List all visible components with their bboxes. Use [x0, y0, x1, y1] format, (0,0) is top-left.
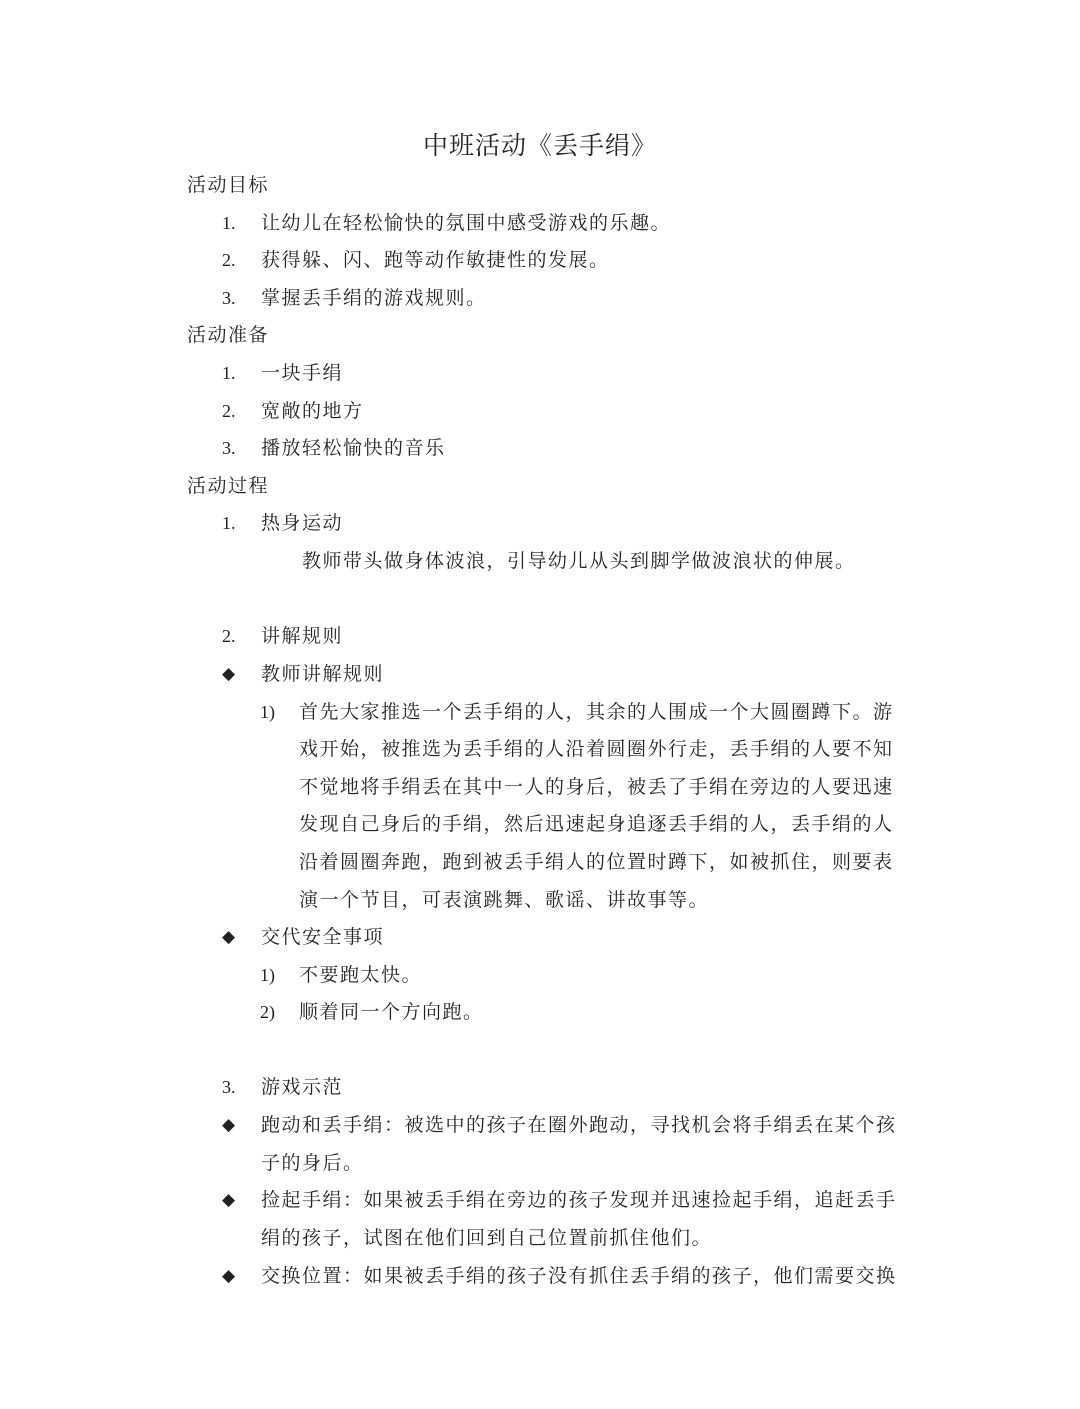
prep-number: 2.	[222, 401, 236, 421]
prep-item: 播放轻松愉快的音乐	[261, 437, 446, 459]
rule-paragraph-line: 发现自己身后的手绢，然后迅速起身追逐丢手绢的人，丢手绢的人	[299, 813, 894, 835]
goal-number: 3.	[222, 288, 236, 308]
diamond-bullet-icon: ◆	[222, 1115, 236, 1135]
step-number: 2.	[222, 626, 236, 646]
rule-paragraph-line: 演一个节目，可表演跳舞、歌谣、讲故事等。	[299, 889, 710, 911]
rule-paragraph-line: 沿着圆圈奔跑，跑到被丢手绢人的位置时蹲下，如被抓住，则要表	[299, 851, 894, 873]
step-description: 教师带头做身体波浪，引导幼儿从头到脚学做波浪状的伸展。	[302, 550, 856, 572]
sub-item-number: 1)	[260, 702, 275, 722]
section-heading-goals: 活动目标	[187, 174, 270, 196]
goal-number: 1.	[222, 213, 236, 233]
step-title-demo: 游戏示范	[261, 1076, 344, 1098]
section-heading-prep: 活动准备	[187, 324, 270, 346]
demo-bullet-line: 捡起手绢：如果被丢手绢在旁边的孩子发现并迅速捡起手绢，追赶丢手	[261, 1189, 897, 1211]
safety-item: 不要跑太快。	[299, 964, 423, 986]
sub-item-number: 1)	[260, 965, 275, 985]
step-number: 3.	[222, 1077, 236, 1097]
goal-item: 掌握丢手绢的游戏规则。	[261, 287, 487, 309]
demo-bullet-line: 交换位置：如果被丢手绢的孩子没有抓住丢手绢的孩子，他们需要交换	[261, 1265, 897, 1287]
rule-paragraph-line: 不觉地将手绢丢在其中一人的身后，被丢了手绢在旁边的人要迅速	[299, 776, 894, 798]
diamond-bullet-icon: ◆	[222, 664, 236, 684]
goal-number: 2.	[222, 250, 236, 270]
prep-item: 宽敞的地方	[261, 400, 364, 422]
page-title: 中班活动《丢手绢》	[422, 131, 657, 160]
demo-bullet-line: 跑动和丢手绢：被选中的孩子在圈外跑动，寻找机会将手绢丢在某个孩	[261, 1114, 897, 1136]
diamond-bullet-icon: ◆	[222, 1190, 236, 1210]
bullet-label: 教师讲解规则	[261, 663, 385, 685]
rule-paragraph-line: 首先大家推选一个丢手绢的人，其余的人围成一个大圆圈蹲下。游	[299, 701, 894, 723]
sub-item-number: 2)	[260, 1002, 275, 1022]
demo-bullet-line: 绢的孩子，试图在他们回到自己位置前抓住他们。	[261, 1227, 713, 1249]
prep-item: 一块手绢	[261, 362, 344, 384]
step-number: 1.	[222, 513, 236, 533]
goal-item: 获得躲、闪、跑等动作敏捷性的发展。	[261, 249, 610, 271]
bullet-label: 交代安全事项	[261, 926, 385, 948]
demo-bullet-line: 子的身后。	[261, 1152, 364, 1174]
safety-item: 顺着同一个方向跑。	[299, 1001, 484, 1023]
diamond-bullet-icon: ◆	[222, 927, 236, 947]
rule-paragraph-line: 戏开始，被推选为丢手绢的人沿着圆圈外行走，丢手绢的人要不知	[299, 738, 894, 760]
step-title-rules: 讲解规则	[261, 625, 344, 647]
prep-number: 3.	[222, 438, 236, 458]
prep-number: 1.	[222, 363, 236, 383]
diamond-bullet-icon: ◆	[222, 1266, 236, 1286]
step-title-warmup: 热身运动	[261, 512, 344, 534]
section-heading-process: 活动过程	[187, 475, 270, 497]
goal-item: 让幼儿在轻松愉快的氛围中感受游戏的乐趣。	[261, 212, 672, 234]
